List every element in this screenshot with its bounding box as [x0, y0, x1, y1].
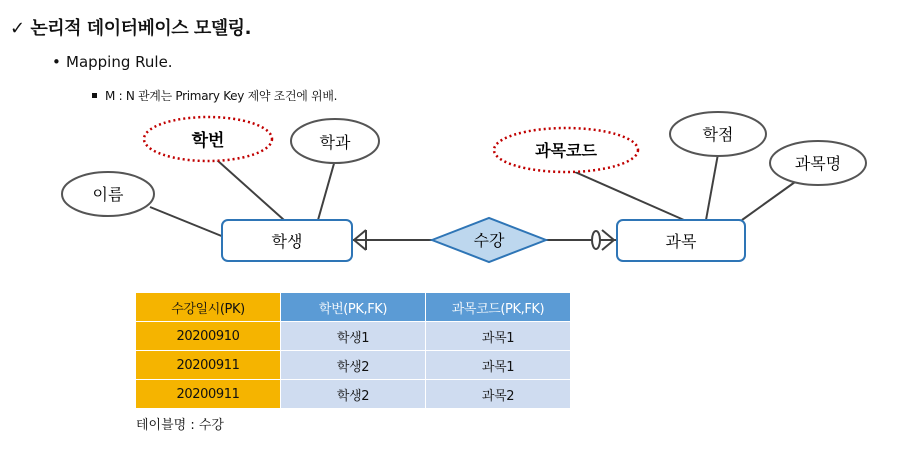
table-row: [136, 380, 571, 409]
relationship-enroll: 수강: [473, 231, 505, 250]
cell-course: 과목2: [426, 380, 571, 409]
cell-datetime: 20200911: [136, 380, 281, 409]
cell-student: 학생1: [281, 322, 426, 351]
bullet-dot-icon: •: [52, 53, 61, 71]
attr-student-key: 학번: [191, 131, 225, 151]
table-header-row: [136, 293, 571, 322]
cell-course: 과목1: [426, 351, 571, 380]
cell-student: 학생2: [281, 351, 426, 380]
header-enroll-datetime: 수강일시(PK): [136, 293, 281, 322]
cell-datetime: 20200910: [136, 322, 281, 351]
entity-student: 학생: [271, 232, 303, 251]
line-name-student: [150, 207, 224, 237]
header-course-code: 과목코드(PK,FK): [426, 293, 571, 322]
attr-name: 이름: [92, 185, 124, 204]
attr-credit: 학점: [702, 125, 734, 144]
entity-course: 과목: [665, 232, 697, 251]
bullet-mn-note-text: M : N 관계는 Primary Key 제약 조건에 위배.: [105, 89, 338, 103]
header-student-id: 학번(PK,FK): [281, 293, 426, 322]
heading-text: 논리적 데이터베이스 모델링.: [30, 18, 251, 39]
line-coursecode-course: [566, 168, 684, 220]
table-caption: 테이블명 : 수강: [136, 418, 224, 433]
check-icon: ✓: [10, 18, 25, 39]
enroll-table: [135, 292, 571, 409]
cell-student: 학생2: [281, 380, 426, 409]
table-row: [136, 351, 571, 380]
line-dept-student: [318, 160, 335, 220]
line-studentid-student: [208, 152, 284, 220]
bullet-mapping-rule-text: Mapping Rule.: [66, 53, 173, 71]
attr-course-key: 과목코드: [535, 141, 597, 160]
attr-dept: 학과: [319, 133, 351, 152]
table-row: [136, 322, 571, 351]
attr-course-name: 과목명: [794, 154, 842, 173]
cell-course: 과목1: [426, 322, 571, 351]
cell-datetime: 20200911: [136, 351, 281, 380]
line-coursename-course: [742, 182, 795, 220]
line-credit-course: [706, 154, 718, 220]
